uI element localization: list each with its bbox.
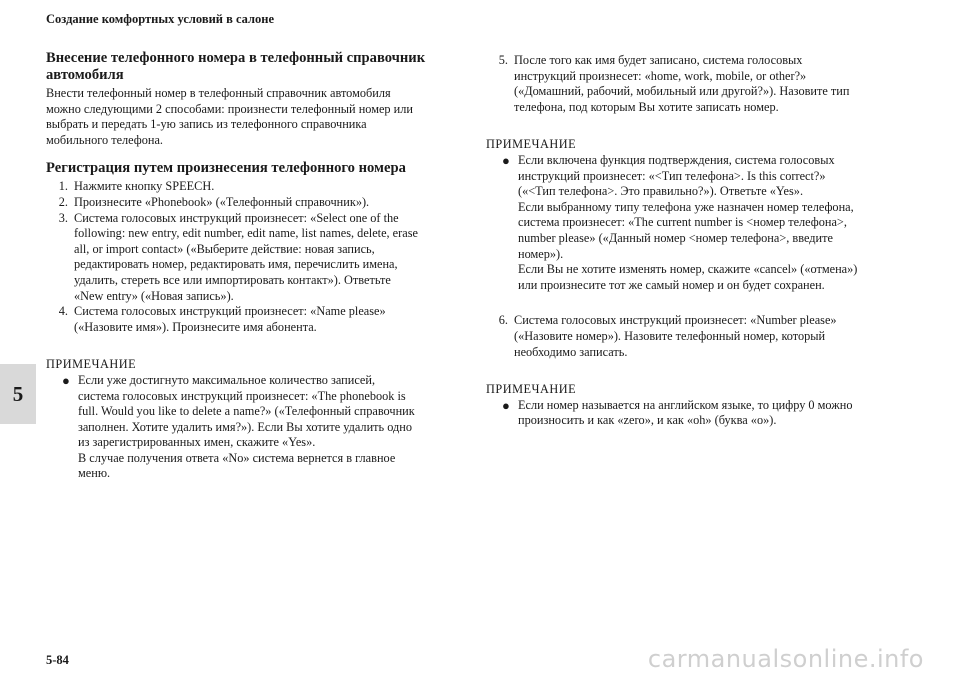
note-line: номер»).: [518, 246, 564, 261]
step-item: [46, 211, 456, 305]
step-item: [486, 313, 906, 360]
note-line: Если уже достигнуто максимальное количество записей,: [78, 372, 376, 387]
step-number: 5.: [498, 53, 508, 67]
step-line: инструкций произнесет: «home, work, mobile, or other?»: [514, 68, 807, 83]
step-item: [486, 53, 906, 115]
step-line: following: new entry, edit number, edit name, list names, delete, erase: [74, 226, 418, 241]
heading-phonebook-entry: Внесение телефонного номера в телефонный справочник автомобиля: [46, 50, 426, 83]
chapter-number: 5: [12, 381, 24, 406]
note-block: [486, 137, 906, 293]
step-line: («Домашний, рабочий, мобильный или другой?»). Назовите тип: [514, 84, 850, 99]
step-number: 4.: [58, 304, 68, 319]
note-bullet: [486, 153, 906, 293]
step-item: [46, 195, 456, 211]
step-item: [46, 179, 456, 195]
bullet-icon: ●: [62, 372, 70, 388]
intro-paragraph: [46, 86, 456, 148]
step-line: редактировать номер, редактировать имя, перечислить имена,: [74, 257, 398, 272]
right-column: [486, 53, 906, 429]
note-block: [46, 357, 456, 482]
step-number: 3.: [58, 210, 68, 225]
intro-line: выбрать и передать 1-ую запись из телефонного справочника: [46, 117, 367, 132]
note-label: ПРИМЕЧАНИЕ: [486, 137, 577, 152]
page-number: 5-84: [46, 653, 69, 667]
step-line: телефона, под которым Вы хотите записать номер.: [514, 99, 779, 114]
note-label: ПРИМЕЧАНИЕ: [46, 357, 137, 372]
step-line: Произнесите «Phonebook» («Телефонный справочник»).: [74, 194, 370, 209]
step-line: Система голосовых инструкций произнесет: «Select one of the: [74, 210, 399, 225]
note-line: меню.: [78, 466, 111, 481]
step-line: «New entry» («Новая запись»).: [74, 288, 234, 303]
step-line: («Назовите имя»). Произнесите имя абонента.: [74, 319, 317, 334]
note-line: заполнен. Хотите удалить имя?»). Если Вы хотите удалить одно: [78, 419, 412, 434]
note-line: Если включена функция подтверждения, система голосовых: [518, 152, 835, 167]
note-line: инструкций произнесет: «<Тип телефона>. Is this correct?»: [518, 168, 826, 183]
note-line: («<Тип телефона>. Это правильно?»). Ответьте «Yes».: [518, 184, 804, 199]
note-line: система произнесет: «The current number is <номер телефона>,: [518, 215, 847, 230]
chapter-tab: [0, 364, 36, 424]
left-column: [46, 50, 456, 482]
step-line: («Назовите номер»). Назовите телефонный номер, который: [514, 328, 826, 343]
note-line: система голосовых инструкций произнесет: «The phonebook is: [78, 388, 406, 403]
step-line: удалить, стереть все или импортировать контакт»). Ответьте: [74, 272, 391, 287]
steps-list: [46, 179, 456, 335]
note-line: из зарегистрированных имен, скажите «Yes».: [78, 435, 316, 450]
step-line: Система голосовых инструкций произнесет: «Name please»: [74, 304, 386, 319]
step-line: Нажмите кнопку SPEECH.: [74, 179, 215, 194]
step-item: [46, 304, 456, 335]
step-line: Система голосовых инструкций произнесет: «Number please»: [514, 313, 837, 328]
note-line: или произнесите тот же самый номер и он будет сохранен.: [518, 277, 825, 292]
step-line: необходимо записать.: [514, 344, 628, 359]
intro-line: мобильного телефона.: [46, 132, 164, 147]
note-line: full. Would you like to delete a name?» («Телефонный справочник: [78, 404, 415, 419]
bullet-icon: ●: [502, 397, 510, 413]
note-line: Если выбранному типу телефона уже назначен номер телефона,: [518, 199, 854, 214]
note-line: Если номер называется на английском языке, то цифру 0 можно: [518, 397, 853, 412]
note-bullet: [486, 398, 906, 429]
note-line: произносить и как «zero», и как «oh» (буква «о»).: [518, 413, 777, 428]
note-line: Если Вы не хотите изменять номер, скажите «cancel» («отмена»): [518, 262, 858, 277]
bullet-icon: ●: [502, 152, 510, 168]
note-line: number please» («Данный номер <номер телефона>, введите: [518, 230, 833, 245]
section-header: Создание комфортных условий в салоне: [46, 12, 275, 26]
note-bullet: [46, 373, 456, 482]
note-line: В случае получения ответа «No» система вернется в главное: [78, 450, 396, 465]
step-number: 6.: [498, 313, 508, 328]
intro-line: Внести телефонный номер в телефонный справочник автомобиля: [46, 86, 391, 100]
note-label: ПРИМЕЧАНИЕ: [486, 382, 577, 397]
step-line: После того как имя будет записано, система голосовых: [514, 53, 803, 67]
note-block: [486, 382, 906, 429]
step-number: 1.: [58, 179, 68, 194]
intro-line: можно следующими 2 способами: произнести телефонный номер или: [46, 101, 413, 116]
heading-register-by-voice: Регистрация путем произнесения телефонного номера: [46, 160, 406, 177]
watermark: carmanualsonline.info: [647, 645, 924, 673]
step-line: all, or import contact» («Выберите действие: новая запись,: [74, 241, 375, 256]
step-number: 2.: [58, 194, 68, 209]
